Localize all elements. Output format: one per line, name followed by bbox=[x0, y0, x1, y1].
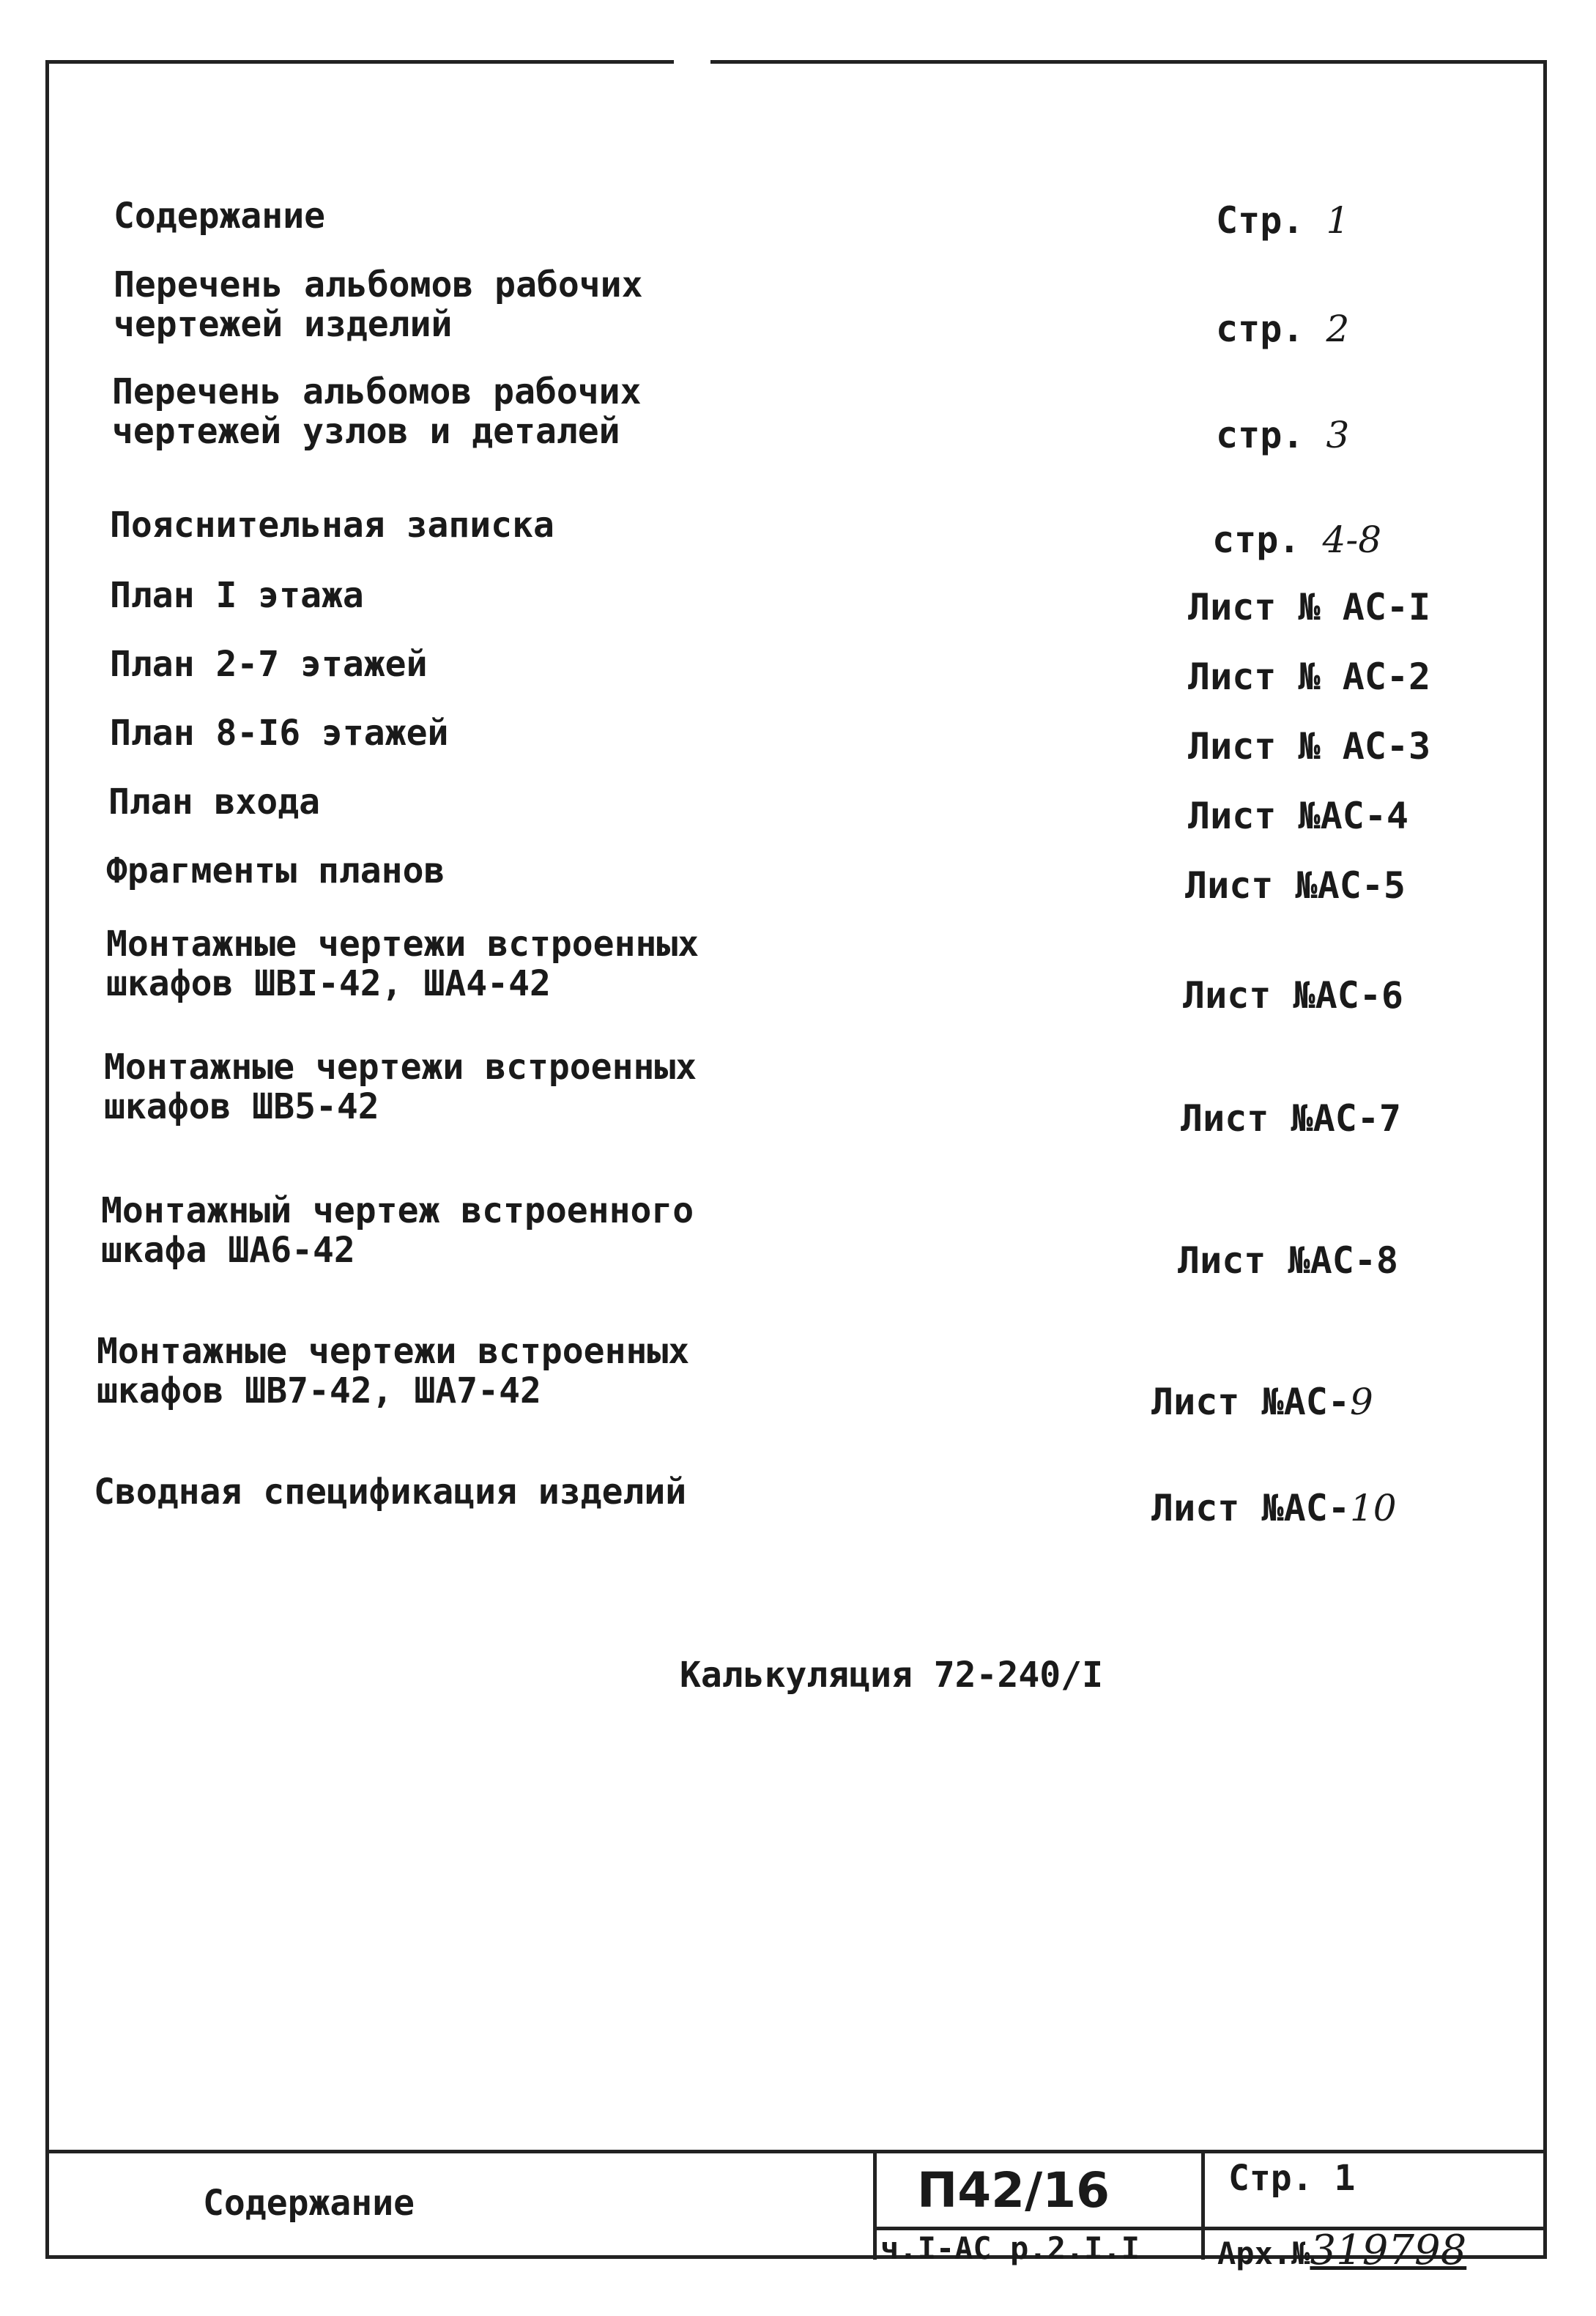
contents-item-title: План 8-I6 этажей bbox=[110, 713, 449, 754]
contents-item-title: Монтажные чертежи встроенных шкафов ШВ5-42 bbox=[104, 1047, 697, 1127]
contents-item-ref: Лист № АС-2 bbox=[1188, 656, 1431, 698]
contents-item-title: Перечень альбомов рабочих чертежей изделий bbox=[114, 264, 643, 345]
contents-item-title: Содержание bbox=[114, 196, 325, 237]
contents-item-ref: Лист № АС-3 bbox=[1188, 725, 1431, 768]
contents-item-title: План I этажа bbox=[110, 575, 364, 616]
contents-item-title: Фрагменты планов bbox=[106, 850, 445, 891]
title-block-archive: Арх.№319798 bbox=[1217, 2227, 1467, 2274]
contents-item-ref: Лист №АС-9 bbox=[1151, 1381, 1373, 1423]
title-block-divider bbox=[873, 2153, 877, 2260]
contents-item-ref: Лист №АС-10 bbox=[1151, 1487, 1397, 1529]
contents-item-ref: стр. 2 bbox=[1216, 308, 1350, 350]
contents-item-ref: стр. 3 bbox=[1216, 414, 1350, 456]
title-block bbox=[45, 2150, 1547, 2274]
contents-item-ref: Лист №АС-7 bbox=[1181, 1097, 1402, 1140]
title-block-divider bbox=[1201, 2153, 1205, 2260]
contents-item-ref: Лист №АС-6 bbox=[1183, 974, 1404, 1017]
contents-item-ref: Стр. 1 bbox=[1216, 199, 1350, 242]
contents-item-title: План 2-7 этажей bbox=[110, 644, 428, 685]
calculation-number: Калькуляция 72-240/I bbox=[680, 1655, 1103, 1696]
contents-item-ref: Лист №АС-5 bbox=[1185, 864, 1406, 907]
contents-item-title: Монтажные чертежи встроенных шкафов ШВI-42, ША4-42 bbox=[106, 924, 699, 1004]
contents-item-title: План входа bbox=[108, 782, 320, 823]
contents-item-ref: стр. 4-8 bbox=[1212, 519, 1382, 561]
contents-item-ref: Лист № АС-I bbox=[1188, 586, 1431, 628]
contents-item-title: Перечень альбомов рабочих чертежей узлов и деталей bbox=[112, 371, 642, 452]
title-block-name: Содержание bbox=[203, 2183, 415, 2224]
frame-gap bbox=[674, 53, 710, 70]
contents-item-ref: Лист №АС-4 bbox=[1188, 795, 1409, 837]
contents-item-ref: Лист №АС-8 bbox=[1178, 1239, 1399, 1282]
contents-item-title: Монтажные чертежи встроенных шкафов ШВ7-42, ША7-42 bbox=[97, 1331, 690, 1411]
contents-item-title: Пояснительная записка bbox=[110, 505, 554, 546]
contents-item-title: Монтажный чертеж встроенного шкафа ША6-42 bbox=[101, 1190, 694, 1271]
contents-item-title: Сводная спецификация изделий bbox=[94, 1471, 687, 1513]
title-block-part: ч.I-АС р.2.I.I bbox=[880, 2230, 1140, 2266]
title-block-page: Стр. 1 bbox=[1228, 2158, 1356, 2199]
title-block-project-code: П42/16 bbox=[917, 2162, 1110, 2219]
